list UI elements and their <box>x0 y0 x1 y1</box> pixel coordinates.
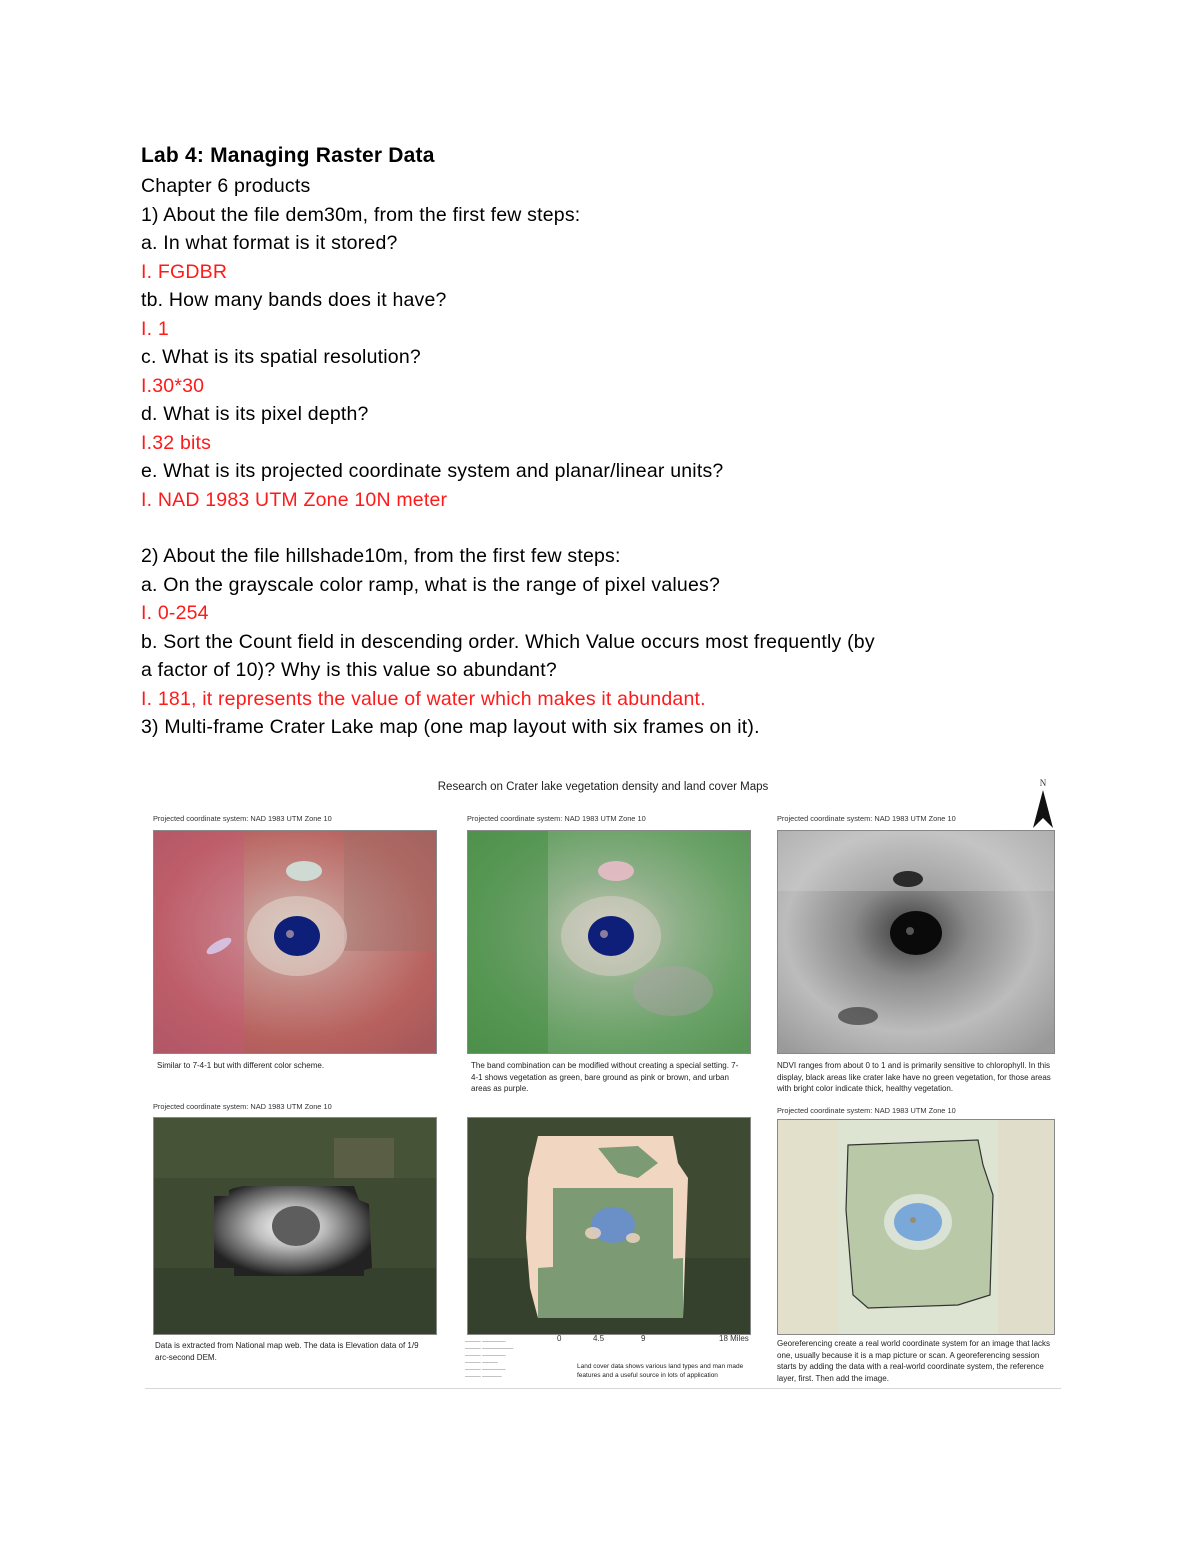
caption-frame-3: NDVI ranges from about 0 to 1 and is primarily sensitive to chlorophyll. In this display, black areas like crater lake have no green vegetation, for those areas with bright color indicate thick, healthy vegetation. <box>777 1061 1051 1093</box>
answer-1b: I. 1 <box>141 317 169 340</box>
caption-frame-5: Land cover data shows various land types and man made features and a useful source in lots of application <box>577 1363 744 1379</box>
question-2a: a. On the grayscale color ramp, what is the range of pixel values? <box>141 573 720 596</box>
answer-2b: I. 181, it represents the value of water which makes it abundant. <box>141 687 706 710</box>
map-frame-land-cover <box>467 1117 751 1335</box>
page-title: Lab 4: Managing Raster Data <box>141 144 435 167</box>
question-1d: d. What is its pixel depth? <box>141 403 369 425</box>
pcs-label-frame-3: Projected coordinate system: NAD 1983 UTM Zone 10 <box>777 814 956 823</box>
pcs-label-frame-6: Projected coordinate system: NAD 1983 UTM Zone 10 <box>777 1106 956 1115</box>
scale-bar-label-0: 0 <box>557 1334 562 1343</box>
pcs-label-frame-4: Projected coordinate system: NAD 1983 UTM Zone 10 <box>153 1102 332 1111</box>
caption-frame-6: Georeferencing create a real world coordinate system for an image that lacks one, usually because it is a map picture or scan. A georeferencing session starts by adding the data with a real-world coordinate system, the reference layer, first. Then add the image. <box>777 1339 1051 1383</box>
map-frame-georeferenced <box>777 1119 1055 1335</box>
caption-frame-4: Data is extracted from National map web. The data is Elevation data of 1/9 arc-second DEM. <box>155 1341 419 1362</box>
chapter-subtitle: Chapter 6 products <box>141 175 311 197</box>
question-2b-line-1: b. Sort the Count field in descending order. Which Value occurs most frequently (by <box>141 630 875 653</box>
scale-bar-label-1: 4.5 <box>593 1334 605 1343</box>
map-frame-false-color-green <box>467 830 751 1054</box>
north-label: N <box>1039 778 1047 788</box>
pcs-label-frame-2: Projected coordinate system: NAD 1983 UTM Zone 10 <box>467 814 646 823</box>
north-arrow <box>1031 778 1055 832</box>
caption-frame-2: The band combination can be modified without creating a special setting. 7-4-1 shows vegetation as green, bare ground as pink or brown, and urban areas as purple. <box>471 1061 739 1093</box>
answer-1e: I. NAD 1983 UTM Zone 10N meter <box>141 488 448 511</box>
answer-1a: I. FGDBR <box>141 260 228 283</box>
question-1c: c. What is its spatial resolution? <box>141 346 421 368</box>
question-2b-line-2: a factor of 10)? Why is this value so abundant? <box>141 659 557 681</box>
pcs-label-frame-1: Projected coordinate system: NAD 1983 UTM Zone 10 <box>153 814 332 823</box>
question-3: 3) Multi-frame Crater Lake map (one map layout with six frames on it). <box>141 716 760 738</box>
caption-frame-1: Similar to 7-4-1 but with different color scheme. <box>157 1061 325 1070</box>
map-frame-elevation-dem <box>153 1117 437 1335</box>
answer-2a: I. 0-254 <box>141 602 209 624</box>
question-1a: a. In what format is it stored? <box>141 232 398 254</box>
north-arrow-icon <box>1033 790 1053 830</box>
question-1b: tb. How many bands does it have? <box>141 289 447 311</box>
figure-bottom-rule <box>145 1388 1061 1389</box>
land-cover-legend: ──── ────── ──── ──────── ──── ────── ──── ──── ──── ────── ──── ───── <box>465 1339 514 1380</box>
scale-bar-label-3: 18 Miles <box>719 1334 749 1343</box>
question-2: 2) About the file hillshade10m, from the first few steps: <box>141 545 621 567</box>
scale-bar-label-2: 9 <box>641 1334 646 1343</box>
figure-title: Research on Crater lake vegetation density and land cover Maps <box>437 781 769 793</box>
map-frame-false-color-red <box>153 830 437 1054</box>
document-body <box>141 140 1041 742</box>
map-frame-ndvi <box>777 830 1055 1054</box>
answer-1d: I.32 bits <box>141 431 212 454</box>
question-1: 1) About the file dem30m, from the first few steps: <box>141 203 581 226</box>
map-layout-figure <box>145 772 1061 1390</box>
answer-1c: I.30*30 <box>141 374 205 397</box>
question-1e: e. What is its projected coordinate system and planar/linear units? <box>141 460 724 482</box>
